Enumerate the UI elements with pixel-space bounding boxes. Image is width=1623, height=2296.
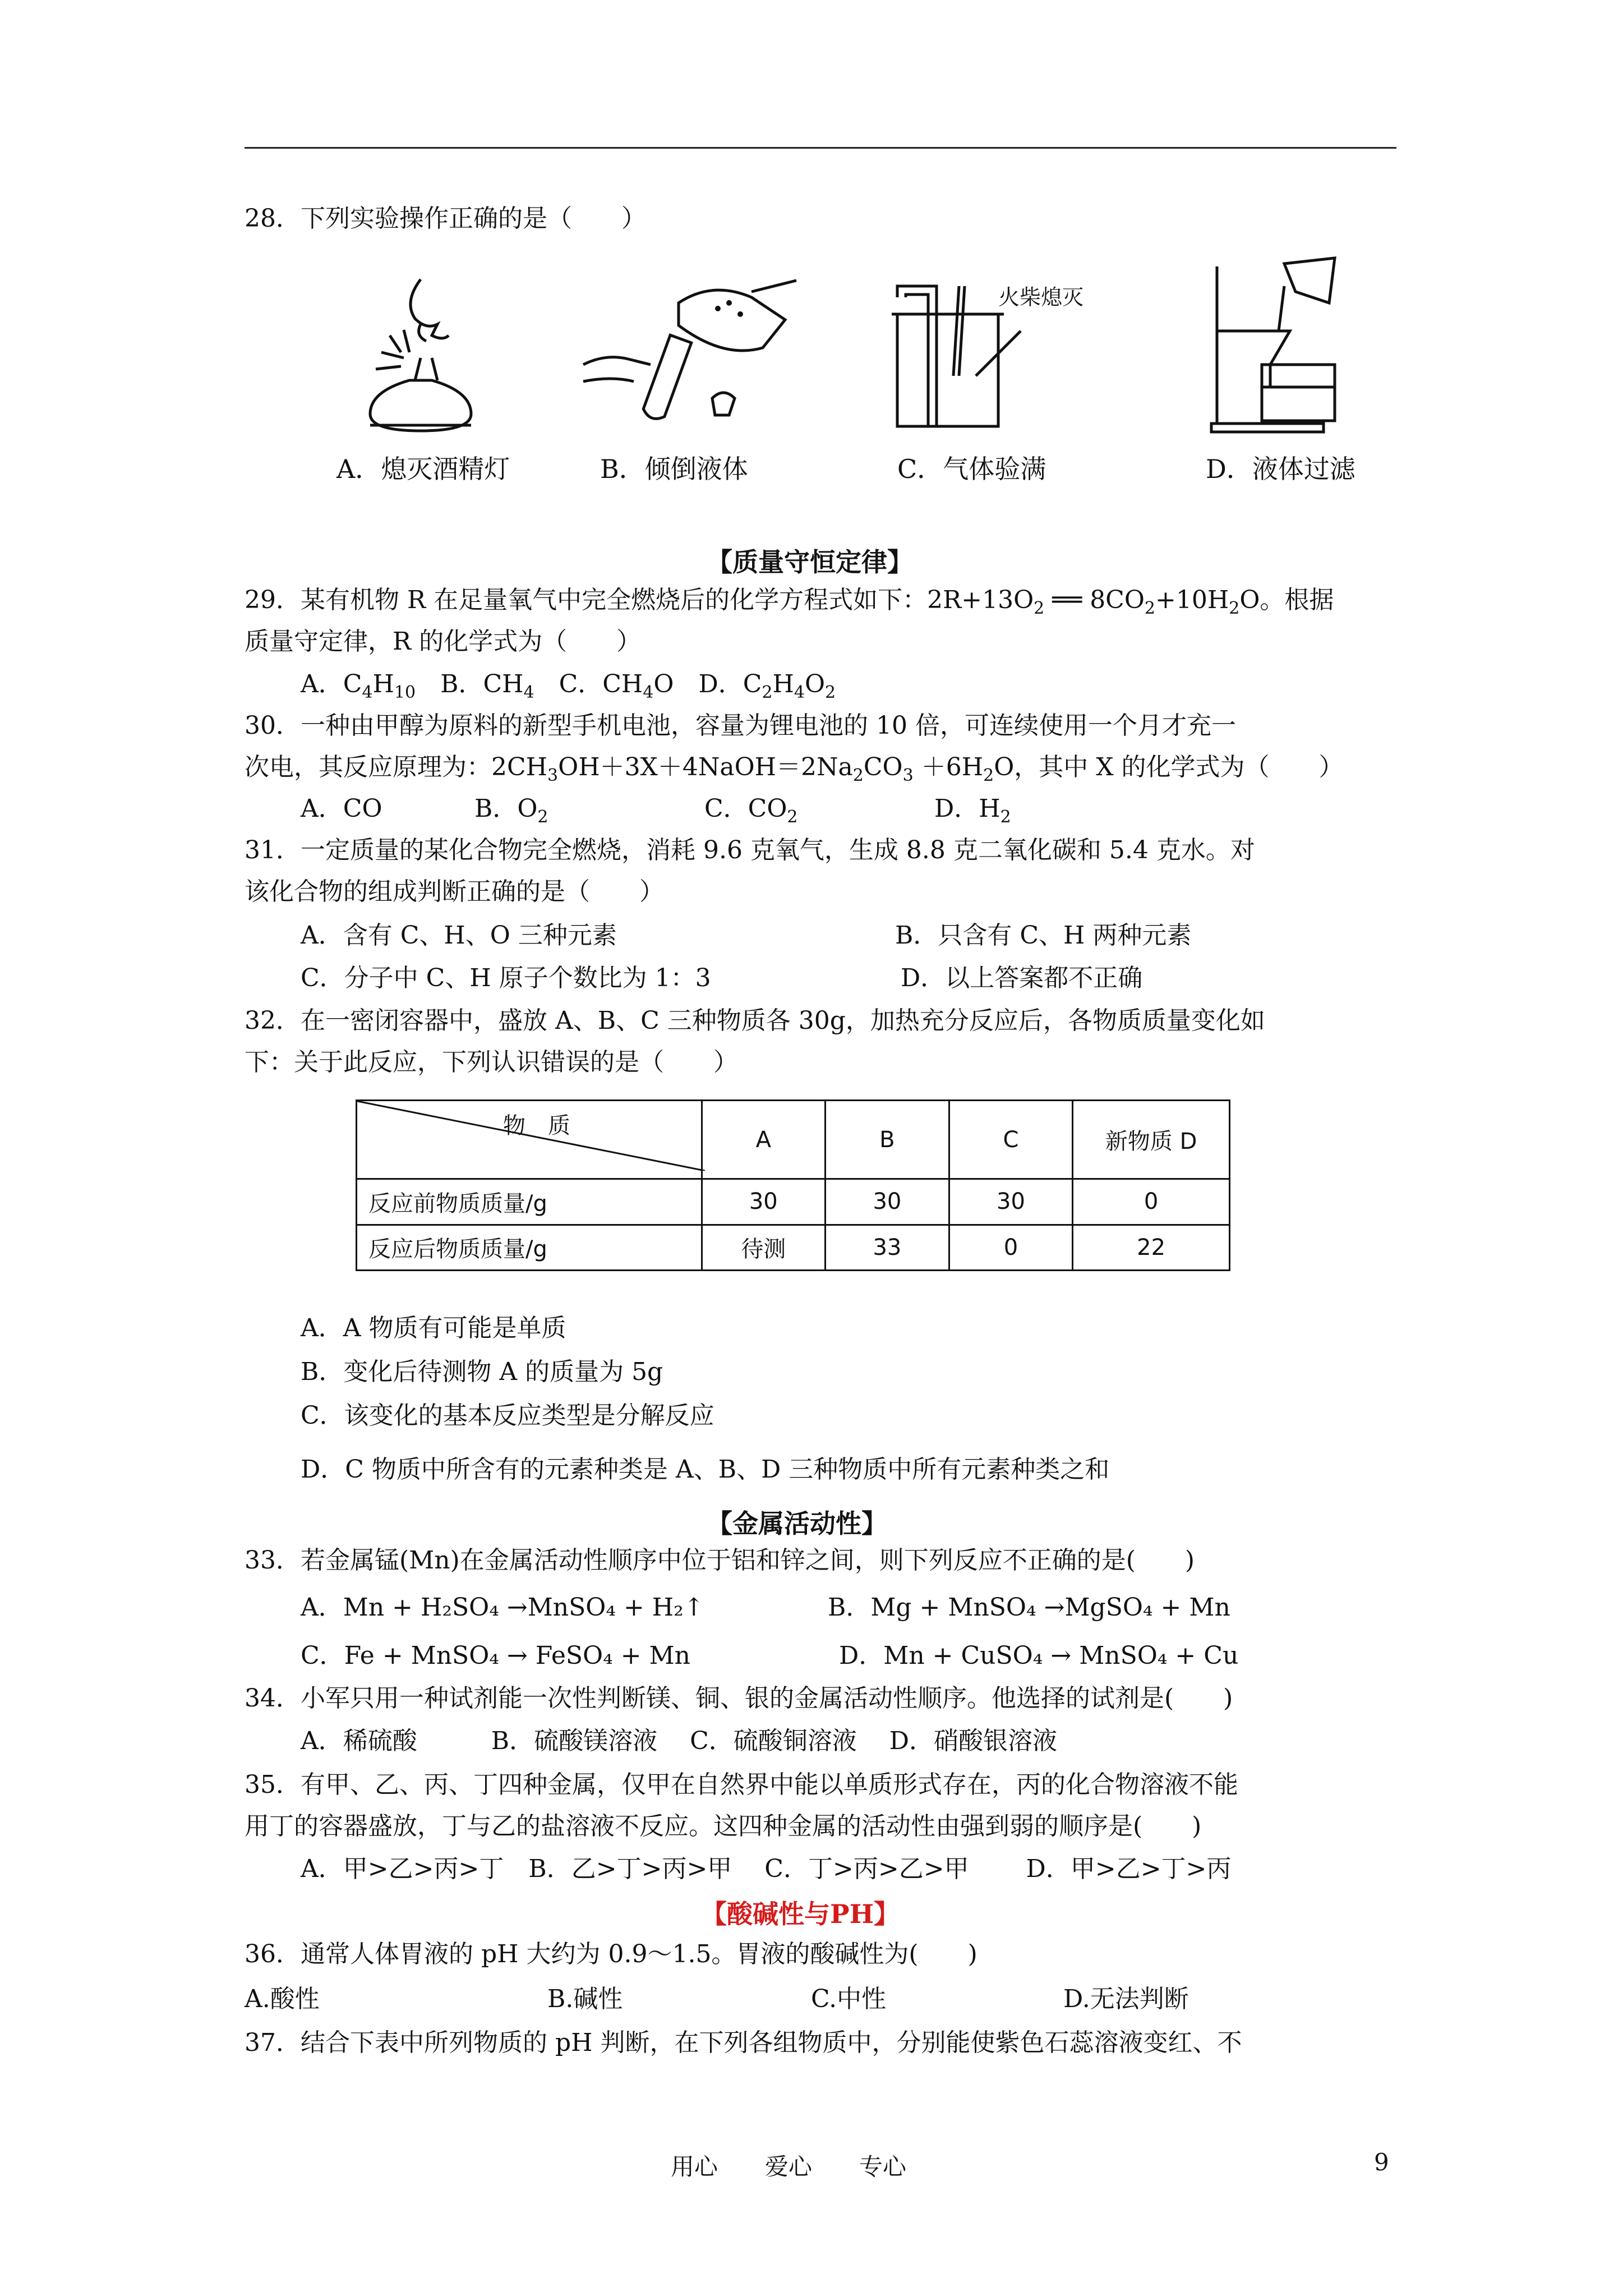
table-cell: 0 (949, 1225, 1073, 1270)
table-row (357, 1179, 1230, 1225)
table-cell: 33 (826, 1225, 949, 1270)
q31-option-b: B．只含有 C、H 两种元素 (895, 921, 1192, 950)
q29-line1: 29．某有机物 R 在足量氧气中完全燃烧后的化学方程式如下：$2R+13O_2$ ══ $8CO_2+10H_2O$。根据 (245, 586, 1334, 618)
table-header-row (357, 1101, 1230, 1179)
q30-option-a: A．CO (301, 794, 382, 823)
q33-line1: 33．若金属锰(Mn)在金属活动性顺序中位于铝和锌之间，则下列反应不正确的是( ) (245, 1546, 1195, 1575)
q30-line1: 30．一种由甲醇为原料的新型手机电池，容量为锂电池的 10 倍，可连续使用一个月才充一 (245, 711, 1236, 740)
section-mass-conservation: 【质量守恒定律】 (707, 547, 913, 577)
page-number: 9 (1374, 2148, 1389, 2176)
q31-option-c: C．分子中 C、H 原子个数比为 1：3 (301, 964, 711, 992)
table-row (357, 1225, 1230, 1270)
table-cell: 22 (1073, 1225, 1230, 1270)
q32-mass-table (356, 1099, 1230, 1271)
q33-option-d: D．Mn + CuSO₄ → MnSO₄ + Cu (839, 1641, 1239, 1670)
q37-line1: 37．结合下表中所列物质的 pH 判断，在下列各组物质中，分别能使紫色石蕊溶液变红、不 (245, 2028, 1242, 2057)
table-corner-label: 物 质 (503, 1113, 570, 1139)
figure-pour-liquid (572, 269, 819, 438)
q32-option-c: C．该变化的基本反应类型是分解反应 (301, 1401, 714, 1430)
q28-stem: 28．下列实验操作正确的是（ ） (245, 204, 646, 233)
table-header-d: 新物质 D (1073, 1101, 1230, 1179)
q33-option-c: C．Fe + MnSO₄ → FeSO₄ + Mn (301, 1641, 690, 1670)
q31-option-a: A．含有 C、H、O 三种元素 (301, 921, 617, 950)
q33-option-a: A．Mn + H₂SO₄ →MnSO₄ + H₂↑ (301, 1593, 704, 1622)
table-row-label: 反应后物质质量/g (357, 1225, 702, 1270)
q36-option-d: D.无法判断 (1063, 1985, 1189, 2013)
q36-option-c: C.中性 (811, 1985, 887, 2013)
q32-option-b: B．变化后待测物 A 的质量为 5g (301, 1358, 663, 1386)
q35-line1: 35．有甲、乙、丙、丁四种金属，仅甲在自然界中能以单质形式存在，丙的化合物溶液不能 (245, 1770, 1238, 1799)
q36-option-a: A.酸性 (245, 1985, 320, 2013)
q30-option-d: D．$H_2$ (934, 794, 1011, 827)
q28-option-c: C．气体验满 (897, 454, 1046, 484)
table-header-b: B (826, 1101, 949, 1179)
table-header-c: C (949, 1101, 1073, 1179)
q31-line1: 31．一定质量的某化合物完全燃烧，消耗 9.6 克氧气，生成 8.8 克二氧化碳和 5.4 克水。对 (245, 836, 1255, 864)
q30-option-b: B．$O_2$ (474, 794, 548, 827)
header-rule (245, 147, 1396, 149)
q32-line2: 下：关于此反应，下列认识错误的是（ ） (245, 1048, 738, 1076)
figure-filtration (1200, 252, 1357, 438)
table-cell: 30 (826, 1179, 949, 1225)
q33-option-b: B．Mg + MnSO₄ →MgSO₄ + Mn (828, 1593, 1230, 1622)
q34-line1: 34．小军只用一种试剂能一次性判断镁、铜、银的金属活动性顺序。他选择的试剂是( ) (245, 1684, 1233, 1713)
table-cell: 0 (1073, 1179, 1230, 1225)
q30-option-c: C．$CO_2$ (704, 794, 798, 827)
q29-line2: 质量守定律，R 的化学式为（ ） (245, 627, 642, 656)
q36-line1: 36．通常人体胃液的 pH 大约为 0.9～1.5。胃液的酸碱性为( ) (245, 1940, 978, 1968)
fig-c-annotation: 火柴熄灭 (998, 285, 1084, 310)
q32-option-d: D．C 物质中所含有的元素种类是 A、B、D 三种物质中所有元素种类之和 (301, 1455, 1110, 1484)
q30-line2: 次电，其反应原理为：$2CH_3OH+3X+4NaOH=2Na_2CO_3 +6H_2O$，其中 X 的化学式为（ ） (245, 753, 1344, 785)
section-ph: 【酸碱性与PH】 (701, 1899, 900, 1929)
q35-line2: 用丁的容器盛放，丁与乙的盐溶液不反应。这四种金属的活动性由强到弱的顺序是( ) (245, 1812, 1202, 1841)
table-header-a: A (702, 1101, 826, 1179)
footer-motto: 用心 爱心 专心 (671, 2153, 907, 2180)
q36-option-b: B.碱性 (547, 1985, 623, 2013)
section-metal-activity: 【金属活动性】 (707, 1508, 887, 1539)
q28-option-b: B．倾倒液体 (600, 454, 748, 484)
table-cell: 30 (702, 1179, 826, 1225)
table-corner-cell (357, 1101, 702, 1179)
q35-options: A．甲>乙>丙>丁 B．乙>丁>丙>甲 C．丁>丙>乙>甲 D．甲>乙>丁>丙 (301, 1855, 1232, 1883)
q28-option-a: A．熄灭酒精灯 (336, 454, 510, 484)
table-row-label: 反应前物质质量/g (357, 1179, 702, 1225)
figure-extinguish-lamp (336, 274, 505, 436)
q31-line2: 该化合物的组成判断正确的是（ ） (245, 877, 664, 906)
table-cell: 30 (949, 1179, 1073, 1225)
q28-option-d: D．液体过滤 (1206, 454, 1355, 484)
q34-options: A．稀硫酸 B．硫酸镁溶液 C．硫酸铜溶液 D．硝酸银溶液 (301, 1727, 1058, 1755)
q31-option-d: D．以上答案都不正确 (901, 964, 1143, 992)
q32-option-a: A．A 物质有可能是单质 (301, 1314, 566, 1342)
q29-options: A．$C_4H_{10}$ B．$CH_4$ C．$CH_4O$ D．$C_2H_4O_2$ (301, 670, 836, 702)
q32-line1: 32．在一密闭容器中，盛放 A、B、C 三种物质各 30g，加热充分反应后，各物质质量变化如 (245, 1006, 1265, 1035)
table-cell: 待测 (702, 1225, 826, 1270)
